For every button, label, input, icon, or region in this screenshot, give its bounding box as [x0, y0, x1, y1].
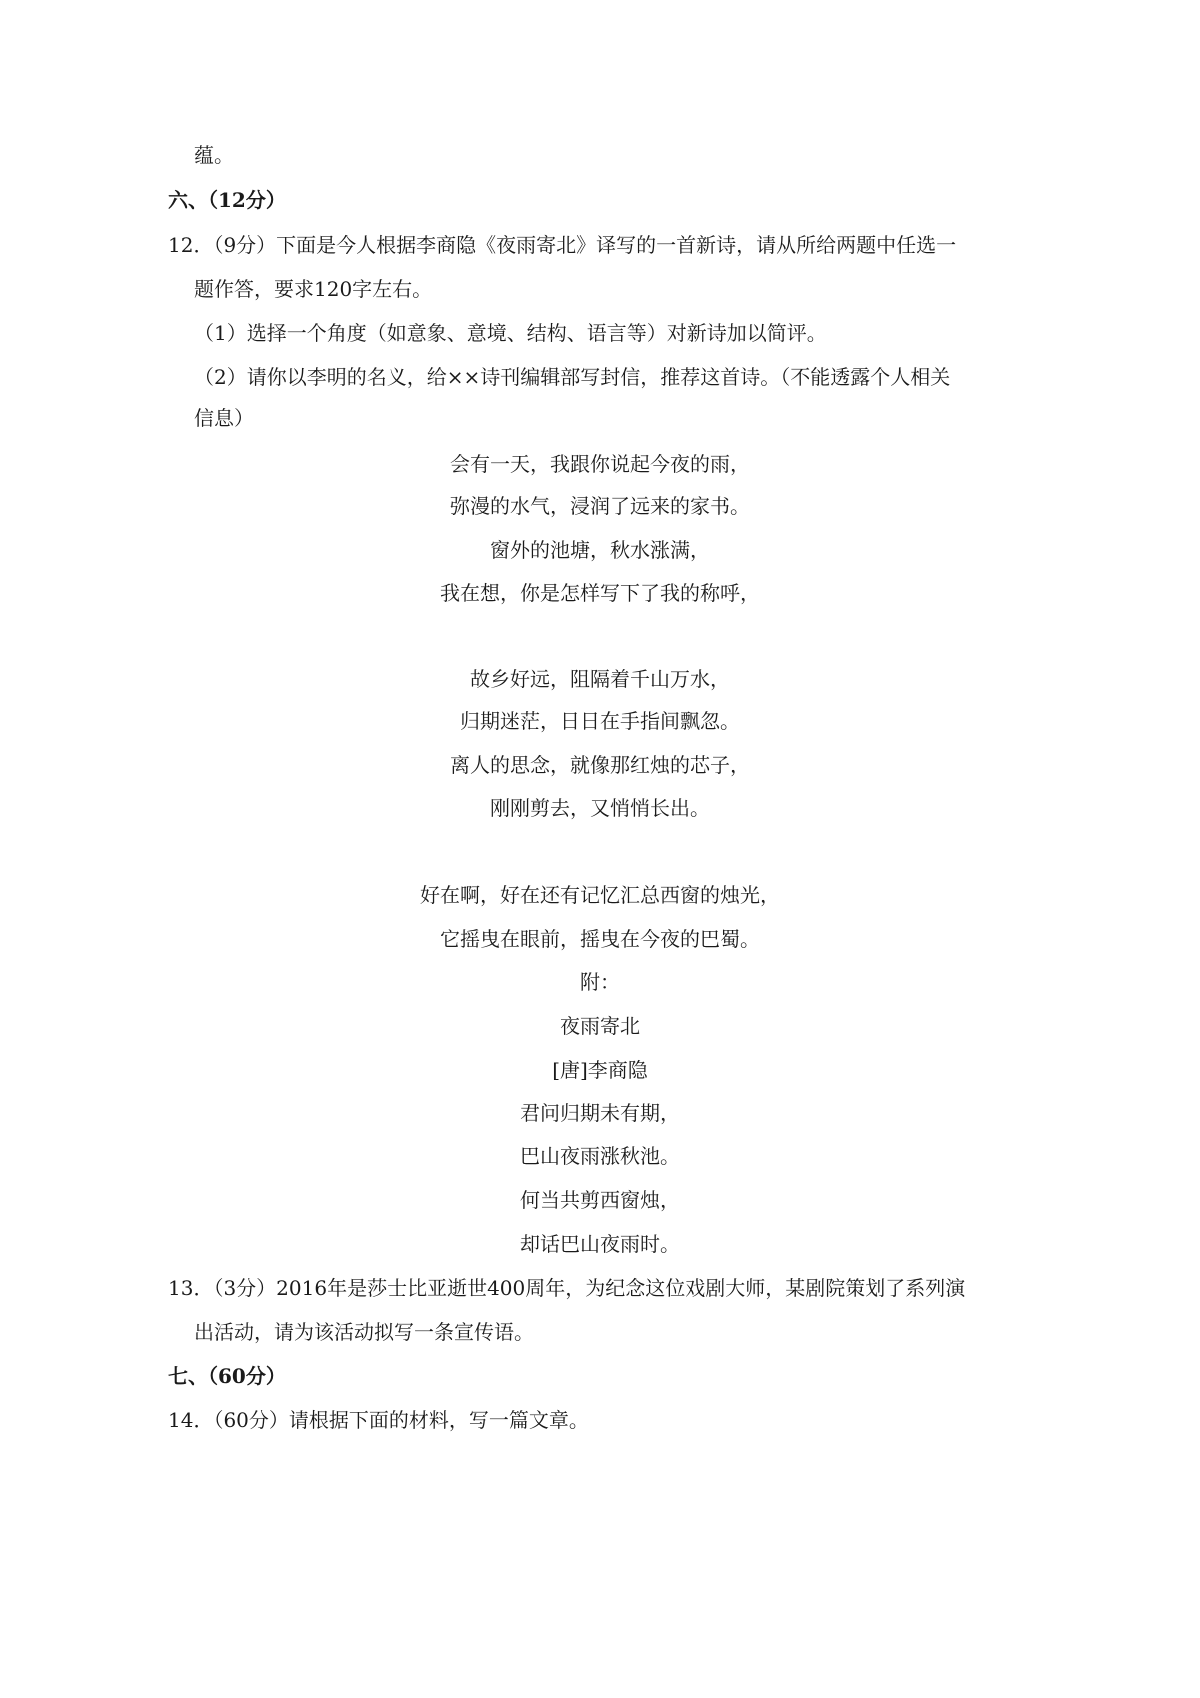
- appendix-poem-line: 君问归期未有期，: [520, 1101, 680, 1125]
- question-12-line-2: 题作答，要求120字左右。: [194, 277, 433, 301]
- poem-line: 归期迷茫，日日在手指间飘忽。: [460, 709, 740, 733]
- appendix-label: 附：: [580, 970, 620, 994]
- appendix-poem-title: 夜雨寄北: [560, 1014, 640, 1038]
- poem-line: 会有一天，我跟你说起今夜的雨，: [450, 452, 750, 476]
- poem-line: 好在啊，好在还有记忆汇总西窗的烛光，: [420, 883, 780, 907]
- section-7-heading: 七、（60分）: [168, 1364, 286, 1388]
- appendix-poem-line: 却话巴山夜雨时。: [520, 1232, 680, 1256]
- question-12-line-1: 12．（9分）下面是今人根据李商隐《夜雨寄北》译写的一首新诗，请从所给两题中任选一: [168, 233, 957, 257]
- question-13-line-2: 出活动，请为该活动拟写一条宣传语。: [194, 1320, 534, 1344]
- poem-line: 窗外的池塘，秋水涨满，: [490, 538, 710, 562]
- question-12-option-2-line-1: （2）请你以李明的名义，给××诗刊编辑部写封信，推荐这首诗。（不能透露个人相关: [194, 365, 951, 389]
- question-12-option-2-line-2: 信息）: [194, 406, 254, 430]
- appendix-poem-line: 何当共剪西窗烛，: [520, 1188, 680, 1212]
- poem-line: 刚刚剪去，又悄悄长出。: [490, 796, 710, 820]
- question-13-line-1: 13．（3分）2016年是莎士比亚逝世400周年，为纪念这位戏剧大师，某剧院策划了系列演: [168, 1276, 966, 1300]
- question-12-option-1: （1）选择一个角度（如意象、意境、结构、语言等）对新诗加以简评。: [194, 321, 827, 345]
- poem-line: 弥漫的水气，浸润了远来的家书。: [450, 494, 750, 518]
- poem-line: 它摇曳在眼前，摇曳在今夜的巴蜀。: [440, 927, 760, 951]
- previous-answer-tail: 蕴。: [194, 143, 234, 167]
- section-6-heading: 六、（12分）: [168, 188, 286, 212]
- question-14-line-1: 14．（60分）请根据下面的材料，写一篇文章。: [168, 1408, 589, 1432]
- appendix-poem-author: [唐]李商隐: [552, 1058, 648, 1082]
- poem-line: 我在想，你是怎样写下了我的称呼，: [440, 581, 760, 605]
- poem-line: 故乡好远，阻隔着千山万水，: [470, 667, 730, 691]
- appendix-poem-line: 巴山夜雨涨秋池。: [520, 1144, 680, 1168]
- poem-line: 离人的思念，就像那红烛的芯子，: [450, 753, 750, 777]
